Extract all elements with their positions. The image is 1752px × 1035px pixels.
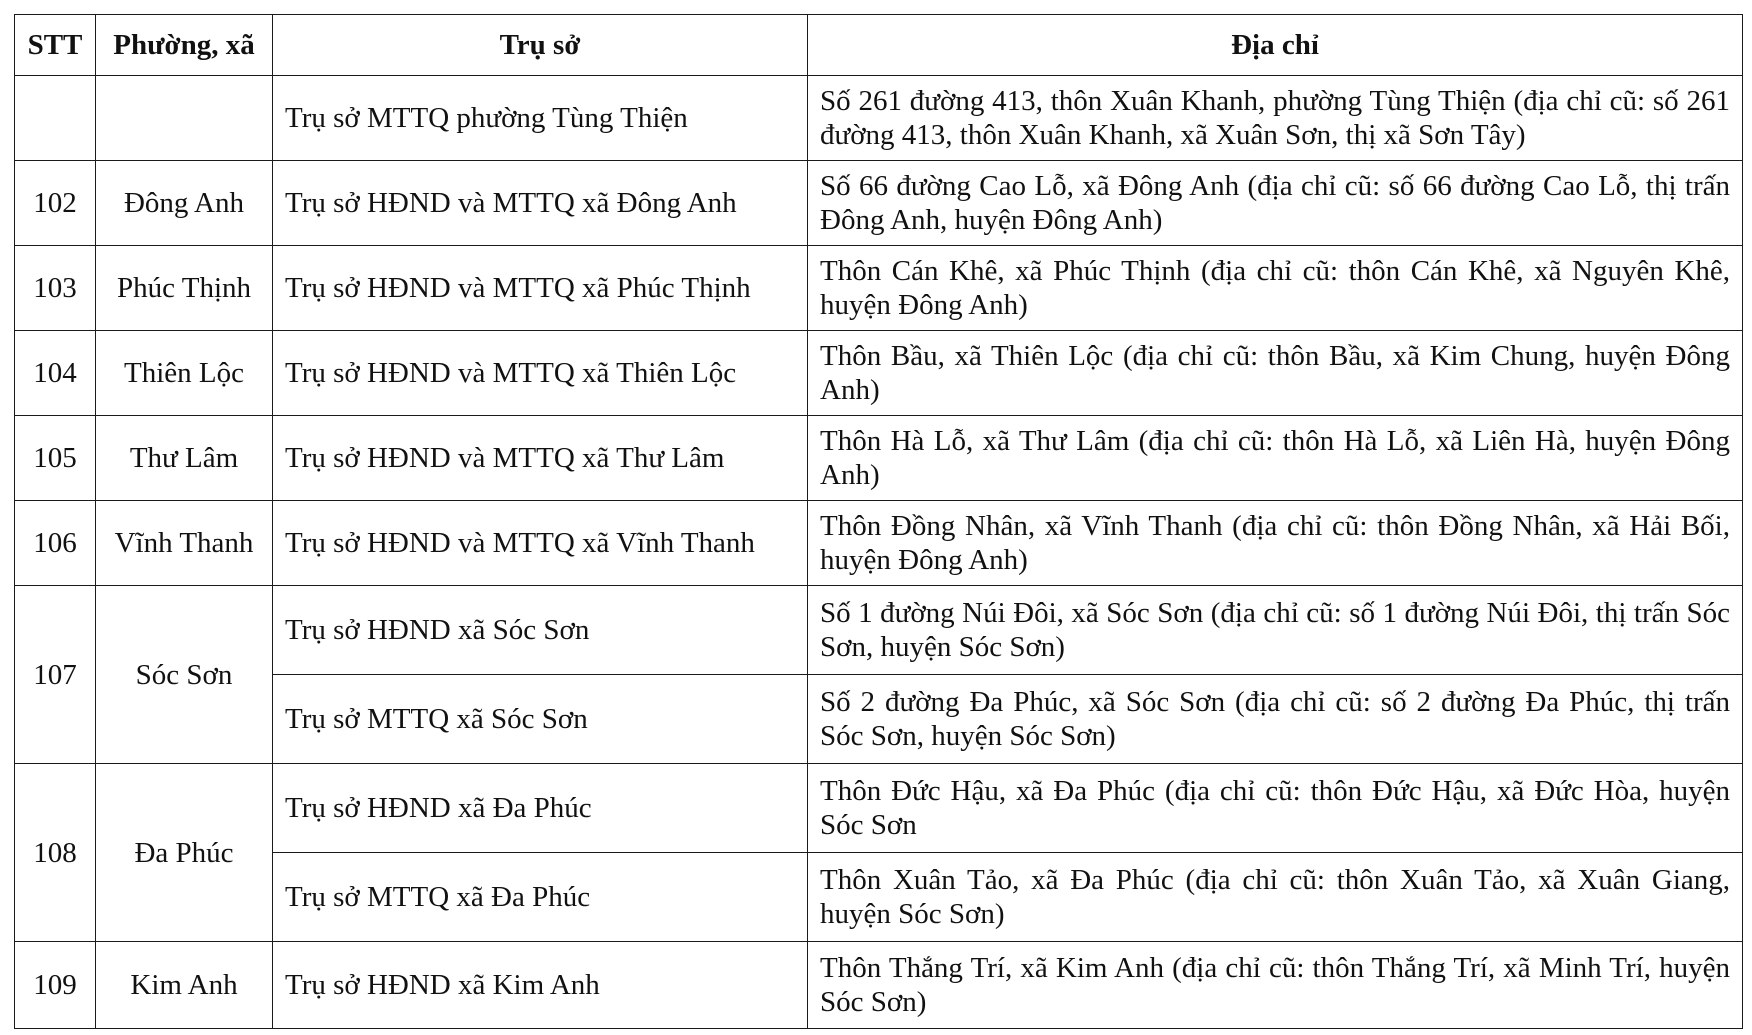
office-cell: Trụ sở HĐND xã Kim Anh bbox=[273, 942, 808, 1029]
address-cell: Thôn Xuân Tảo, xã Đa Phúc (địa chỉ cũ: thôn Xuân Tảo, xã Xuân Giang, huyện Sóc Sơn) bbox=[808, 853, 1743, 942]
stt-cell: 108 bbox=[15, 764, 96, 942]
table-row bbox=[15, 76, 1743, 161]
ward-cell bbox=[96, 76, 273, 161]
table-row bbox=[15, 586, 1743, 675]
address-cell: Thôn Thắng Trí, xã Kim Anh (địa chỉ cũ: thôn Thắng Trí, xã Minh Trí, huyện Sóc Sơn) bbox=[808, 942, 1743, 1029]
address-cell: Số 1 đường Núi Đôi, xã Sóc Sơn (địa chỉ cũ: số 1 đường Núi Đôi, thị trấn Sóc Sơn, huyện Sóc Sơn) bbox=[808, 586, 1743, 675]
ward-cell: Đông Anh bbox=[96, 161, 273, 246]
office-cell: Trụ sở HĐND và MTTQ xã Thư Lâm bbox=[273, 416, 808, 501]
office-cell: Trụ sở HĐND và MTTQ xã Thiên Lộc bbox=[273, 331, 808, 416]
ward-cell: Đa Phúc bbox=[96, 764, 273, 942]
table-row bbox=[15, 501, 1743, 586]
header-ward: Phường, xã bbox=[96, 15, 273, 76]
address-cell: Số 66 đường Cao Lỗ, xã Đông Anh (địa chỉ cũ: số 66 đường Cao Lỗ, thị trấn Đông Anh, huyện Đông Anh) bbox=[808, 161, 1743, 246]
address-cell: Thôn Cán Khê, xã Phúc Thịnh (địa chỉ cũ: thôn Cán Khê, xã Nguyên Khê, huyện Đông Anh) bbox=[808, 246, 1743, 331]
table-row bbox=[15, 416, 1743, 501]
stt-cell: 106 bbox=[15, 501, 96, 586]
office-cell: Trụ sở MTTQ xã Sóc Sơn bbox=[273, 675, 808, 764]
table-row bbox=[15, 764, 1743, 853]
table-row bbox=[15, 942, 1743, 1029]
office-cell: Trụ sở HĐND và MTTQ xã Phúc Thịnh bbox=[273, 246, 808, 331]
table-row bbox=[15, 675, 1743, 764]
header-office: Trụ sở bbox=[273, 15, 808, 76]
office-address-table bbox=[14, 14, 1743, 1029]
office-cell: Trụ sở HĐND và MTTQ xã Đông Anh bbox=[273, 161, 808, 246]
office-cell: Trụ sở HĐND xã Sóc Sơn bbox=[273, 586, 808, 675]
stt-cell: 103 bbox=[15, 246, 96, 331]
ward-cell: Vĩnh Thanh bbox=[96, 501, 273, 586]
stt-cell: 109 bbox=[15, 942, 96, 1029]
ward-cell: Sóc Sơn bbox=[96, 586, 273, 764]
address-cell: Thôn Bầu, xã Thiên Lộc (địa chỉ cũ: thôn Bầu, xã Kim Chung, huyện Đông Anh) bbox=[808, 331, 1743, 416]
ward-cell: Thư Lâm bbox=[96, 416, 273, 501]
table-header-row bbox=[15, 15, 1743, 76]
table-row bbox=[15, 246, 1743, 331]
ward-cell: Phúc Thịnh bbox=[96, 246, 273, 331]
address-cell: Thôn Đức Hậu, xã Đa Phúc (địa chỉ cũ: thôn Đức Hậu, xã Đức Hòa, huyện Sóc Sơn bbox=[808, 764, 1743, 853]
office-cell: Trụ sở HĐND và MTTQ xã Vĩnh Thanh bbox=[273, 501, 808, 586]
table-row bbox=[15, 331, 1743, 416]
stt-cell: 104 bbox=[15, 331, 96, 416]
table-row bbox=[15, 161, 1743, 246]
stt-cell: 107 bbox=[15, 586, 96, 764]
address-cell: Số 2 đường Đa Phúc, xã Sóc Sơn (địa chỉ cũ: số 2 đường Đa Phúc, thị trấn Sóc Sơn, huyện Sóc Sơn) bbox=[808, 675, 1743, 764]
ward-cell: Thiên Lộc bbox=[96, 331, 273, 416]
office-cell: Trụ sở MTTQ phường Tùng Thiện bbox=[273, 76, 808, 161]
address-cell: Thôn Đồng Nhân, xã Vĩnh Thanh (địa chỉ cũ: thôn Đồng Nhân, xã Hải Bối, huyện Đông Anh) bbox=[808, 501, 1743, 586]
address-cell: Số 261 đường 413, thôn Xuân Khanh, phường Tùng Thiện (địa chỉ cũ: số 261 đường 413, thôn Xuân Khanh, xã Xuân Sơn, thị xã Sơn Tây) bbox=[808, 76, 1743, 161]
stt-cell: 102 bbox=[15, 161, 96, 246]
header-address: Địa chỉ bbox=[808, 15, 1743, 76]
table-row bbox=[15, 853, 1743, 942]
office-cell: Trụ sở MTTQ xã Đa Phúc bbox=[273, 853, 808, 942]
ward-cell: Kim Anh bbox=[96, 942, 273, 1029]
office-cell: Trụ sở HĐND xã Đa Phúc bbox=[273, 764, 808, 853]
stt-cell bbox=[15, 76, 96, 161]
stt-cell: 105 bbox=[15, 416, 96, 501]
header-stt: STT bbox=[15, 15, 96, 76]
address-cell: Thôn Hà Lỗ, xã Thư Lâm (địa chỉ cũ: thôn Hà Lỗ, xã Liên Hà, huyện Đông Anh) bbox=[808, 416, 1743, 501]
